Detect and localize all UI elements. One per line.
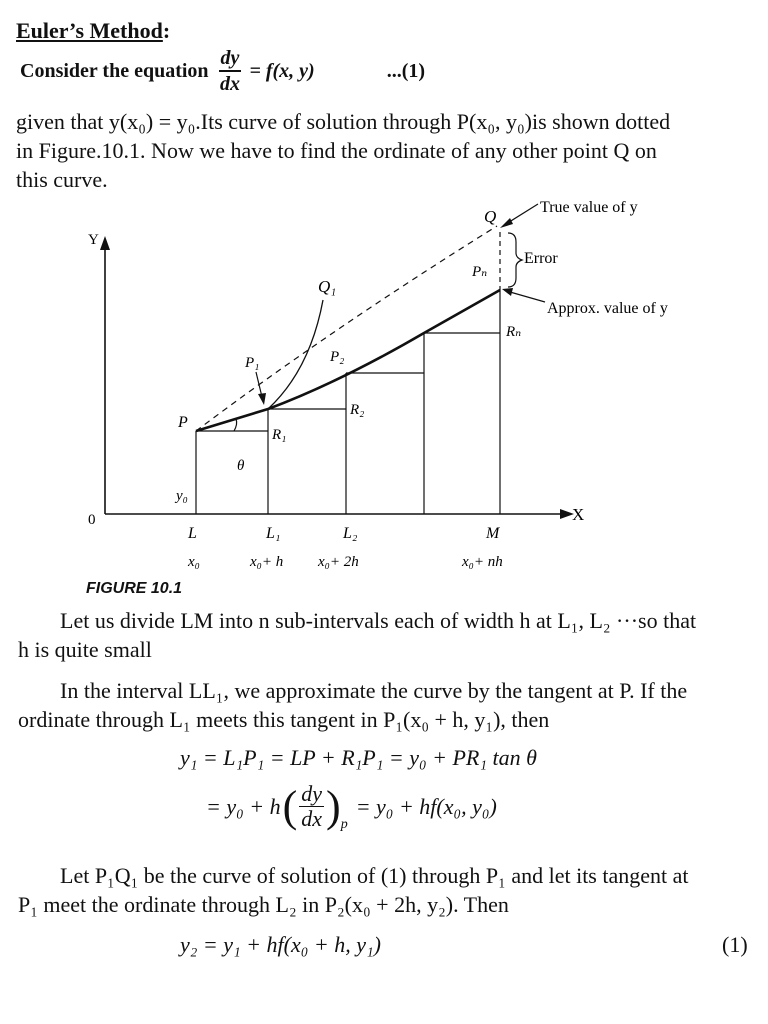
point-Pn-label: Pₙ: [472, 264, 488, 280]
equation-y2-ref: (1): [722, 932, 748, 957]
error-brace: [508, 233, 522, 287]
para1-line1: given that y(x₀) = y₀.Its curve of solution through P(x₀, y₀)is shown dotted: [16, 109, 671, 134]
point-P2-label: P₂: [330, 349, 345, 365]
y-axis-arrow: [100, 236, 110, 250]
equation-y2: y₂ = y₁ + hf(x₀ + h, y₁): [180, 932, 381, 957]
section-heading: [16, 18, 170, 44]
frac-denominator: dx: [219, 73, 240, 95]
para4-line2: P₁ meet the ordinate through L₂ in P₂(x₀ + 2h, y₂). Then: [18, 892, 509, 917]
origin-label: 0: [88, 512, 96, 528]
approx-value-pointer: [510, 292, 545, 302]
point-P-label: P: [178, 414, 188, 431]
para1-line3: this curve.: [16, 167, 108, 192]
eq-b-denominator: dx: [301, 806, 323, 831]
heading-colon: :: [162, 18, 171, 43]
point-Rn-label: Rₙ: [506, 324, 522, 340]
eq-b-fraction: [299, 782, 324, 831]
y-axis-label: Y: [88, 232, 99, 248]
eq-b-lhs: = y₀ + h: [206, 793, 281, 819]
x02h-label: x₀+ 2h: [318, 554, 359, 570]
eq-b-numerator: dy: [301, 781, 323, 806]
figure-10-1: [0, 190, 768, 580]
para4-line1: Let P₁Q₁ be the curve of solution of (1) through P₁ and let its tangent at: [60, 863, 689, 888]
para2-line2: h is quite small: [18, 637, 152, 662]
theta-arc: [234, 419, 237, 431]
intro-lead: Consider the equation: [20, 59, 209, 82]
approx-value-label: Approx. value of y: [547, 300, 668, 317]
para3-line1: In the interval LL₁, we approximate the curve by the tangent at P. If the: [60, 678, 688, 703]
point-Q1-label: Q₁: [318, 277, 337, 296]
left-paren: (: [282, 781, 298, 831]
point-R1-label: R₁: [272, 427, 287, 443]
L-label: L: [188, 525, 197, 542]
frac-numerator: dy: [219, 46, 242, 72]
para3-line2: ordinate through L₁ meets this tangent in P₁(x₀ + h, y₁), then: [18, 707, 550, 732]
point-Q-label: Q: [484, 207, 497, 226]
L2-label: L₂: [343, 525, 358, 542]
theta-label: θ: [237, 458, 245, 474]
eq-b-subscript: p: [340, 816, 348, 832]
intro-equation: [20, 46, 425, 96]
right-paren: ): [326, 781, 341, 831]
figure-caption: FIGURE 10.1: [86, 580, 183, 597]
true-value-pointer-head: [500, 218, 513, 228]
equation-y1-derivative: [206, 782, 497, 831]
true-value-label: True value of y: [540, 199, 638, 216]
x0h-label: x₀+ h: [250, 554, 284, 570]
x-axis-label: X: [572, 505, 585, 524]
error-label: Error: [524, 250, 558, 267]
approx-value-pointer-head: [502, 288, 513, 296]
equation-ref: ...(1): [386, 59, 426, 82]
dy-dx-fraction: [219, 46, 242, 96]
p1-pointer: [256, 372, 262, 397]
curve-P1-Q1: [268, 300, 323, 409]
x0-label: x₀: [188, 554, 200, 570]
p1-pointer-head: [258, 393, 266, 405]
para2-line1: Let us divide LM into n sub-intervals each of width h at L₁, L₂ ···so that: [60, 608, 697, 633]
equation-y1: y₁ = L₁P₁ = LP + R₁P₁ = y₀ + PR₁ tan θ: [180, 745, 537, 770]
point-P1-label: P₁: [245, 355, 260, 371]
x0nh-label: x₀+ nh: [462, 554, 503, 570]
y0-label: y₀: [176, 488, 188, 504]
eq-b-rhs: = y₀ + hf(x₀, y₀): [355, 793, 497, 819]
para1-line2: in Figure.10.1. Now we have to find the ordinate of any other point Q on: [16, 138, 657, 163]
L1-label: L₁: [266, 525, 281, 542]
point-R2-label: R₂: [350, 402, 365, 418]
M-label: M: [486, 525, 500, 542]
intro-rhs: = f(x, y): [249, 59, 315, 82]
heading-title: Euler’s Method: [16, 18, 163, 43]
euler-approximation-path: [196, 290, 500, 431]
